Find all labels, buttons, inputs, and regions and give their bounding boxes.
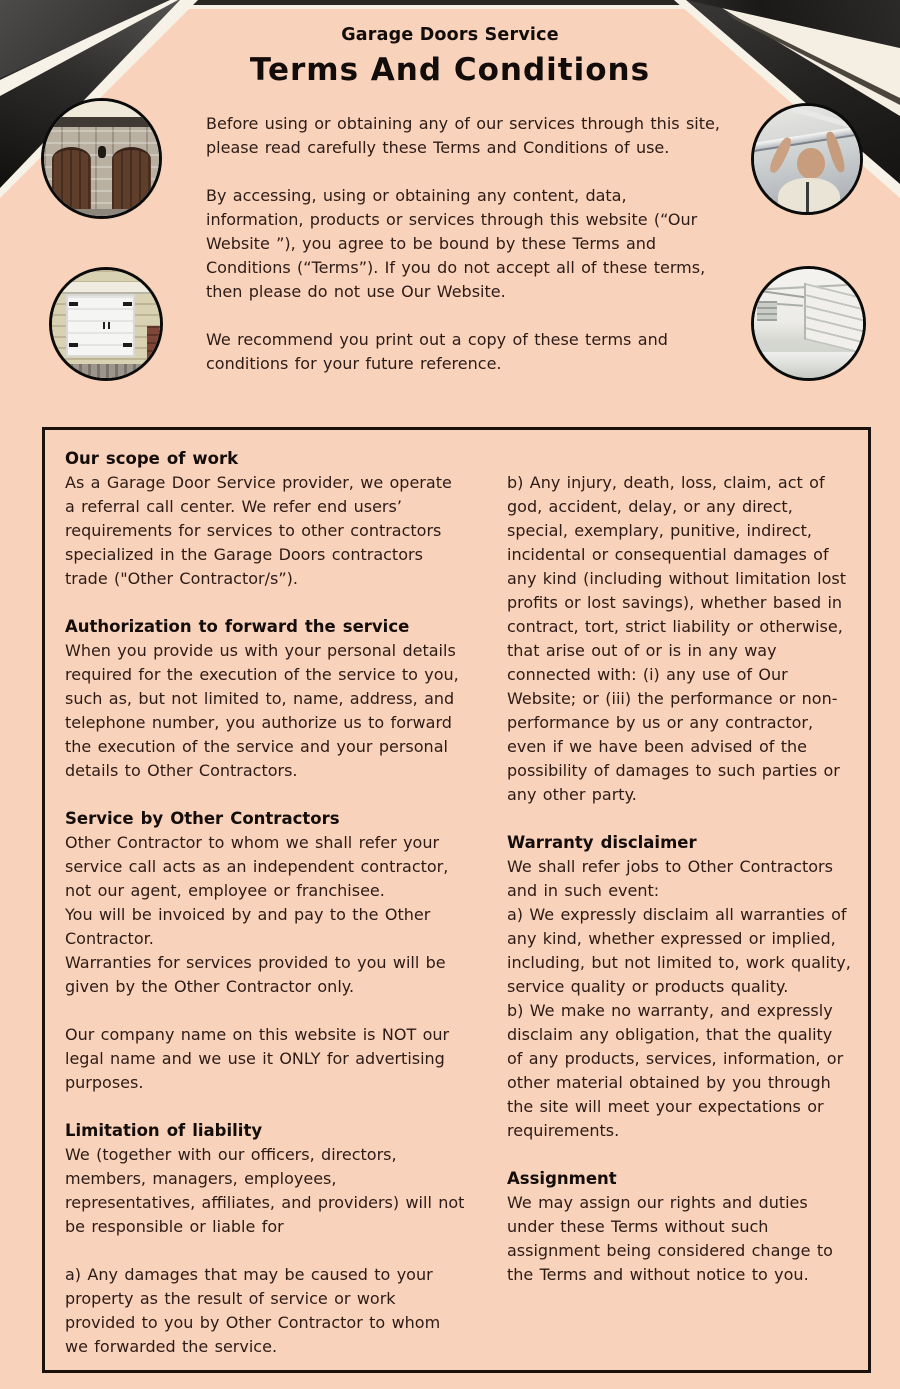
head-graphic (797, 148, 825, 179)
page-title: Terms And Conditions (249, 52, 651, 88)
hinge-graphic (69, 302, 78, 305)
brand-kicker: Garage Doors Service (341, 25, 559, 45)
shelf-graphic (757, 301, 777, 322)
photo-white-garage-door (49, 267, 163, 381)
garage-door-graphic (112, 147, 151, 210)
section-authorization-to-forward (65, 615, 465, 783)
photo-garage-interior (751, 266, 866, 381)
garage-door-graphic (52, 147, 91, 210)
terms-column-left (65, 447, 465, 1370)
section-paragraph: Warranties for services provided to you will be given by the Other Contractor only. (65, 953, 446, 996)
section-paragraph: We (together with our officers, directors, members, managers, employees, representatives, affiliates, and providers) will not be responsible or liable for (65, 1145, 465, 1236)
driveway-graphic (52, 364, 160, 378)
section-limitation-of-liability (65, 1119, 465, 1239)
intro-paragraph: We recommend you print out a copy of these terms and conditions for your future reference. (206, 330, 668, 373)
handle-graphic (103, 322, 106, 330)
section-heading: Service by Other Contractors (65, 809, 340, 828)
section-our-scope-of-work (65, 447, 465, 591)
shirt-graphic (778, 178, 839, 215)
section-heading: Limitation of liability (65, 1121, 263, 1140)
handle-graphic (108, 322, 111, 330)
section-heading: Assignment (507, 1169, 617, 1188)
brick-pillar-graphic (147, 326, 160, 369)
section-paragraph: a) We expressly disclaim all warranties of any kind, whether expressed or implied, including, but not limited to, work quality, service quality or products quality. (507, 905, 851, 996)
hinge-graphic (69, 343, 78, 346)
section-paragraph: When you provide us with your personal details required for the execution of the service to you, such as, but not limited to, name, address, and telephone number, you authorize us to forward the execution of the service and your personal details to Other Contractors. (65, 641, 459, 780)
section-paragraph: Our company name on this website is NOT our legal name and we use it ONLY for advertising purposes. (65, 1025, 450, 1092)
lintel-graphic (52, 282, 160, 294)
section-paragraph: Other Contractor to whom we shall refer your service call acts as an independent contractor, not our agent, employee or franchisee. (65, 833, 449, 900)
section-assignment (507, 1167, 852, 1287)
section-paragraph: b) We make no warranty, and expressly disclaim any obligation, that the quality of any products, services, information, or other material obtained by you through the site will meet your expectations or requirements. (507, 1001, 844, 1140)
roof-eave-graphic (44, 117, 159, 127)
section-liability-item-b (507, 471, 852, 807)
hinge-graphic (123, 343, 132, 346)
section-liability-item-a (65, 1263, 465, 1359)
section-warranty-disclaimer (507, 831, 852, 1143)
section-paragraph: We may assign our rights and duties under these Terms without such assignment being considered change to the Terms and without notice to you. (507, 1193, 833, 1284)
floor-shine-graphic (754, 352, 863, 378)
header (5, 25, 895, 88)
section-paragraph: a) Any damages that may be caused to your property as the result of service or work provided to you by Other Contractor to whom we forwarded the service. (65, 1265, 441, 1356)
section-heading: Warranty disclaimer (507, 833, 697, 852)
lanyard-graphic (806, 182, 809, 212)
section-heading: Our scope of work (65, 449, 239, 468)
section-paragraph: b) Any injury, death, loss, claim, act of god, accident, delay, or any direct, special, exemplary, punitive, indirect, incidental or consequential damages of any kind (including without limitation lost profits or lost savings), whether based in contract, tort, strict liability or otherwise, that arise out of or is in any way connected with: (i) any use of Our Website; or (iii) the performance or non-performance by us or any contractor, even if we have been advised of the possibility of damages to such parties or any other party. (507, 473, 847, 804)
terms-column-right (507, 471, 852, 1370)
section-paragraph: You will be invoiced by and pay to the Other Contractor. (65, 905, 431, 948)
photo-technician-installation (751, 103, 863, 215)
hinge-graphic (123, 302, 132, 305)
section-service-by-other-contractors (65, 807, 465, 999)
section-paragraph: As a Garage Door Service provider, we operate a referral call center. We refer end users’ requirements for services to other contractors specialized in the Garage Doors contractors trade ("Other Contractor/s”). (65, 473, 452, 588)
photo-brown-garage-doors (41, 98, 162, 219)
section-company-name-note (65, 1023, 465, 1095)
intro-text (206, 112, 722, 400)
intro-paragraph: By accessing, using or obtaining any content, data, information, products or services through this website (“Our Website ”), you agree to be bound by these Terms and Conditions (“Terms”). If you do not accept all of these terms, then please do not use Our Website. (206, 186, 706, 301)
lantern-graphic (98, 146, 106, 159)
driveway-graphic (44, 209, 159, 216)
section-paragraph: We shall refer jobs to Other Contractors and in such event: (507, 857, 833, 900)
intro-paragraph: Before using or obtaining any of our services through this site, please read carefully these Terms and Conditions of use. (206, 114, 720, 157)
terms-panel (42, 427, 871, 1373)
section-heading: Authorization to forward the service (65, 617, 410, 636)
